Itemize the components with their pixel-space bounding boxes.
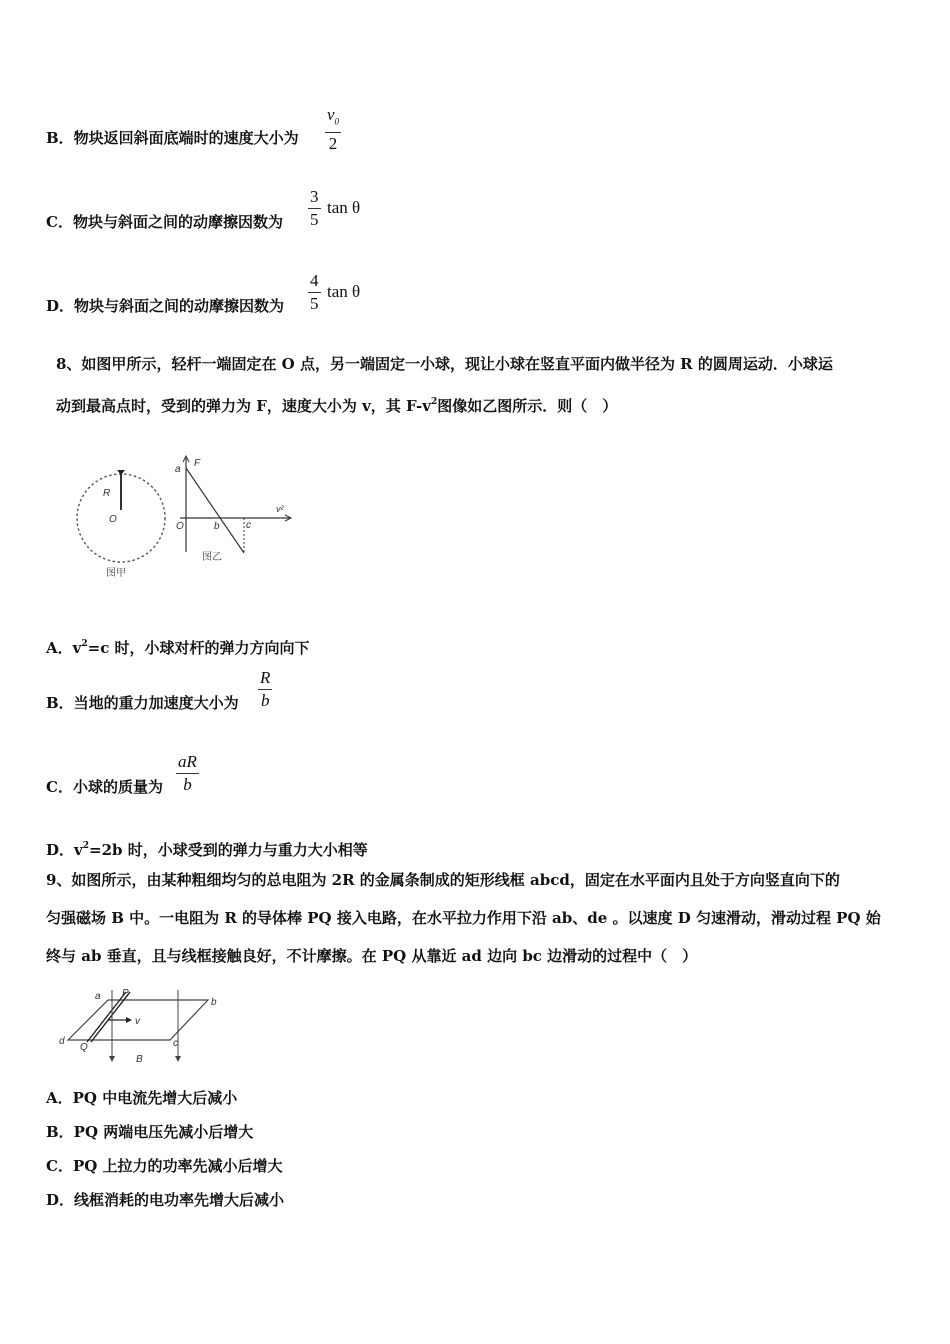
fraction-denominator: b	[183, 775, 192, 794]
q8-stem-text-b: 图像如乙图所示．则（ ）	[437, 397, 618, 415]
label-v: v	[135, 1016, 140, 1027]
fraction-numerator: aR	[176, 753, 199, 774]
q9-option-d: D．线框消耗的电功率先增大后减小	[46, 1191, 285, 1209]
q8-stem-sup: 2	[430, 397, 438, 407]
q7-option-c-label: C．物块与斜面之间的动摩擦因数为	[46, 213, 283, 231]
q7-option-d-label: D．物块与斜面之间的动摩擦因数为	[46, 297, 285, 315]
q7-option-b	[46, 128, 299, 148]
fraction-numerator: 3	[308, 188, 321, 209]
velocity-arrowhead	[126, 1017, 132, 1023]
fraction-denominator: 5	[310, 294, 319, 313]
q8-stem-text-a: 动到最高点时，受到的弹力为 F，速度大小为 v，其 F-v	[56, 397, 431, 415]
fraction-denominator: 5	[310, 210, 319, 229]
q9-stem-line-1: 9、如图所示，由某种粗细均匀的总电阻为 2R 的金属条制成的矩形线框 abcd，固定在水平面内且处于方向竖直向下的	[46, 871, 840, 889]
caption-a: 图甲	[106, 568, 126, 579]
label-origin: O	[176, 521, 184, 532]
label-field-b: B	[136, 1054, 143, 1065]
fraction-denominator: b	[260, 691, 270, 710]
label-b: b	[214, 521, 220, 532]
fraction-numerator-subscript: 0	[334, 116, 340, 127]
label-v2: v²	[276, 504, 284, 514]
q7-option-c-tan: tan θ	[327, 198, 361, 217]
q8-figure-a	[72, 458, 172, 582]
q9-option-b: B．PQ 两端电压先减小后增大	[46, 1123, 254, 1141]
q8-option-d-sup: 2	[82, 841, 89, 851]
q7-option-c	[46, 212, 283, 232]
f-v2-line	[186, 468, 244, 553]
q7-option-b-label: B．物块返回斜面底端时的速度大小为	[46, 129, 299, 147]
q8-stem-line-2	[56, 392, 617, 416]
q8-option-d	[46, 836, 368, 860]
q8-stem-line-1: 8、如图甲所示，轻杆一端固定在 O 点，另一端固定一小球，现让小球在竖直平面内做半径为 R 的圆周运动．小球运	[56, 355, 833, 373]
q8-option-d-tail: =2b 时，小球受到的弹力与重力大小相等	[89, 841, 368, 859]
q7-option-b-fraction	[325, 106, 341, 153]
label-q: Q	[80, 1042, 88, 1053]
q8-option-b	[46, 693, 239, 713]
caption-b: 图乙	[202, 552, 222, 563]
q8-option-d-text: D．v	[46, 841, 83, 859]
q9-figure	[58, 984, 228, 1068]
q8-option-b-fraction	[258, 669, 272, 710]
label-c: c	[246, 520, 251, 531]
q8-option-a-sup: 2	[81, 639, 88, 649]
q8-option-c-fraction	[176, 753, 199, 794]
b-field-arrow-2	[175, 1056, 181, 1062]
fraction-numerator: R	[258, 669, 272, 690]
fraction-numerator: v	[327, 105, 335, 124]
q7-option-c-fraction	[308, 188, 321, 229]
rod-pq	[87, 992, 126, 1042]
fraction-numerator: 4	[308, 272, 321, 293]
label-d: d	[59, 1036, 65, 1047]
q8-option-a	[46, 634, 310, 658]
q8-option-c	[46, 777, 163, 797]
q9-stem-line-2: 匀强磁场 B 中。一电阻为 R 的导体棒 PQ 接入电路，在水平拉力作用下沿 ab、de 。以速度 D 匀速滑动，滑动过程 PQ 始	[46, 909, 881, 927]
label-f: F	[194, 458, 201, 469]
q7-option-d-fraction	[308, 272, 321, 313]
q8-option-b-label: B．当地的重力加速度大小为	[46, 694, 239, 712]
label-a: a	[95, 991, 101, 1002]
q9-option-a: A．PQ 中电流先增大后减小	[46, 1089, 238, 1107]
label-r: R	[103, 488, 111, 499]
q7-option-d-tan: tan θ	[327, 282, 361, 301]
q9-stem-line-3: 终与 ab 垂直，且与线框接触良好，不计摩擦。在 PQ 从靠近 ad 边向 bc 边滑动的过程中（ ）	[46, 947, 698, 965]
label-o: O	[109, 514, 117, 525]
q8-option-a-text: A．v	[46, 639, 82, 657]
label-c: c	[173, 1038, 178, 1049]
label-p: P	[122, 988, 129, 999]
ball	[117, 470, 125, 475]
q8-option-a-tail: =c 时，小球对杆的弹力方向向下	[87, 639, 310, 657]
b-field-arrow-1	[109, 1056, 115, 1062]
q8-option-c-label: C．小球的质量为	[46, 778, 163, 796]
q9-option-c: C．PQ 上拉力的功率先减小后增大	[46, 1157, 283, 1175]
q8-figure-b	[172, 452, 300, 570]
fraction-denominator: 2	[328, 134, 338, 154]
q7-option-d	[46, 296, 284, 316]
label-a: a	[175, 464, 181, 475]
label-b: b	[211, 997, 217, 1008]
